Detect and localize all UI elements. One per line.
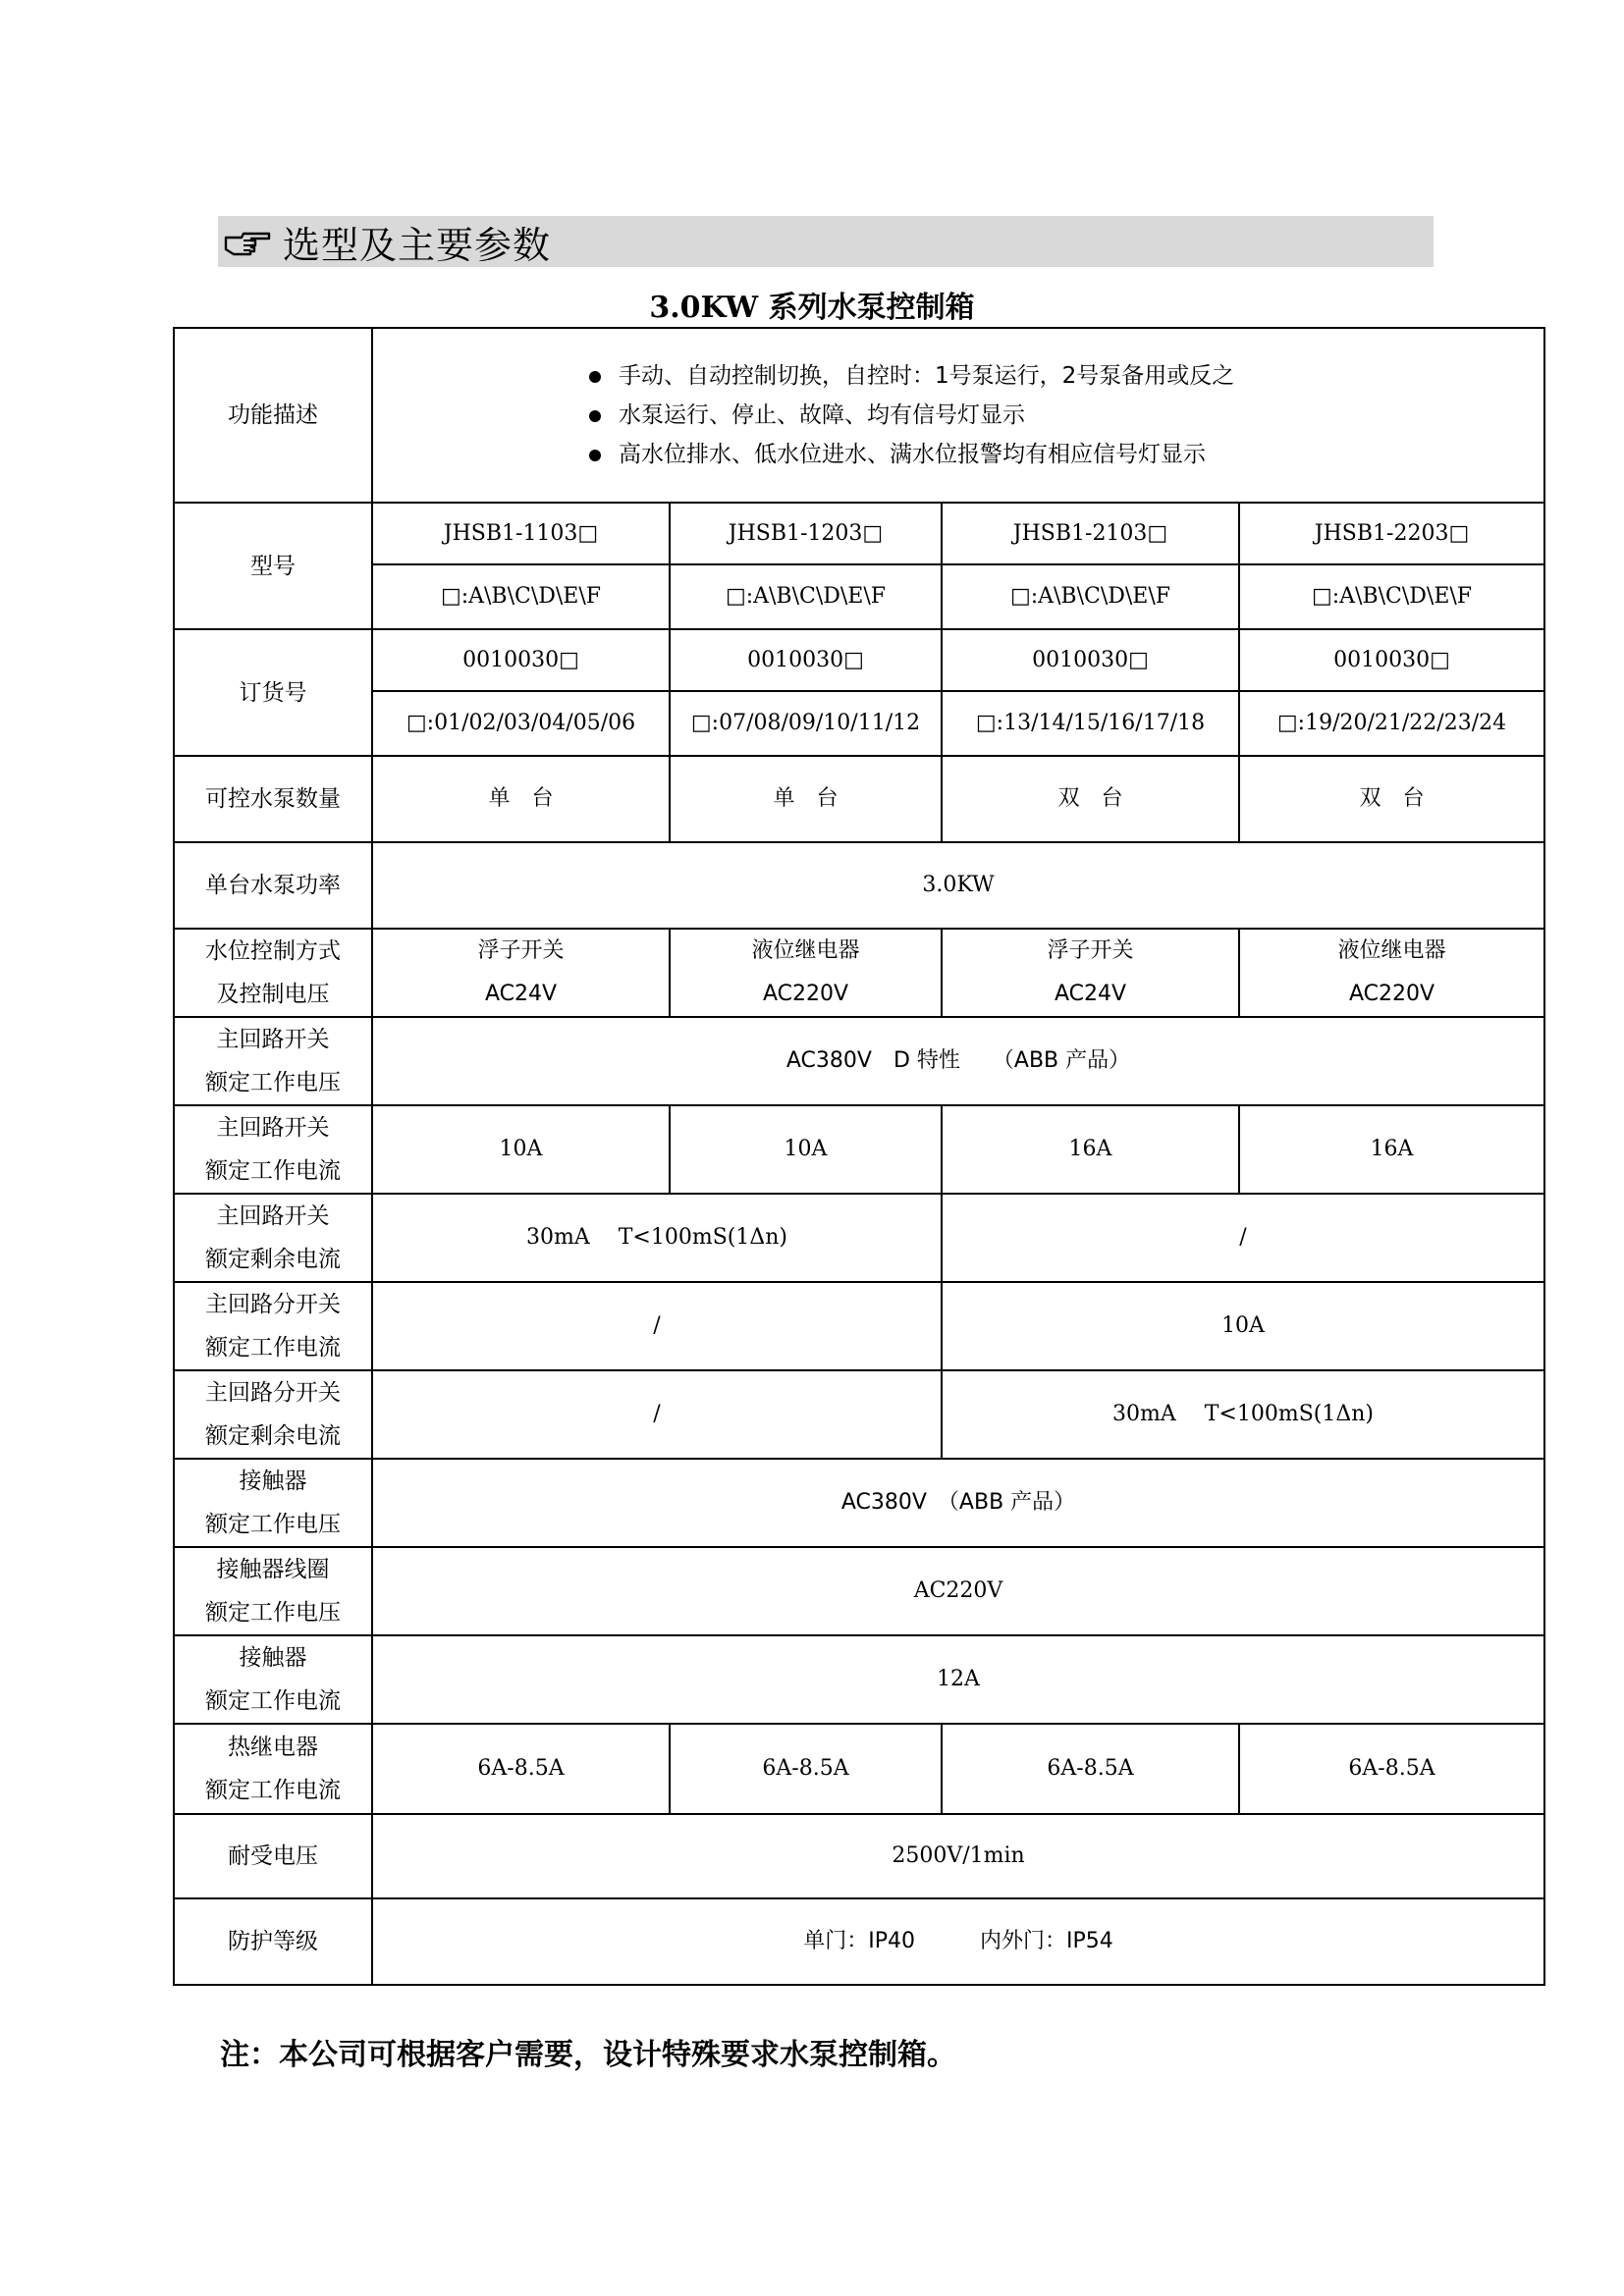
list-item: 手动、自动控制切换，自控时：1号泵运行，2号泵备用或反之	[589, 356, 1540, 396]
spec-table	[173, 327, 1545, 1986]
function-list	[372, 328, 1544, 503]
table-cell: 液位继电器 AC220V	[670, 929, 942, 1017]
model-option: □:A\B\C\D\E\F	[942, 564, 1239, 629]
table-row	[174, 1194, 1544, 1282]
row-label: 单台水泵功率	[174, 842, 372, 929]
section-title: 选型及主要参数	[283, 223, 552, 267]
row-label: 主回路分开关 额定剩余电流	[174, 1370, 372, 1459]
model-name: JHSB1-2103□	[942, 503, 1239, 564]
model-option: □:A\B\C\D\E\F	[1239, 564, 1544, 629]
table-cell: 30mA T<100mS(1Δn)	[372, 1194, 942, 1282]
row-label: 接触器线圈 额定工作电压	[174, 1547, 372, 1635]
table-cell: 6A-8.5A	[670, 1724, 942, 1814]
list-item: 高水位排水、低水位进水、满水位报警均有相应信号灯显示	[589, 435, 1540, 474]
table-cell: 16A	[942, 1105, 1239, 1194]
row-label: 接触器 额定工作电压	[174, 1459, 372, 1547]
model-name: JHSB1-1203□	[670, 503, 942, 564]
table-cell: 16A	[1239, 1105, 1544, 1194]
order-option: □:07/08/09/10/11/12	[670, 691, 942, 756]
order-option: □:19/20/21/22/23/24	[1239, 691, 1544, 756]
table-cell: 液位继电器 AC220V	[1239, 929, 1544, 1017]
table-cell: 浮子开关 AC24V	[942, 929, 1239, 1017]
row-label: 热继电器 额定工作电流	[174, 1724, 372, 1814]
order-code: 0010030□	[1239, 629, 1544, 691]
bullet-icon	[589, 410, 601, 422]
table-cell: 6A-8.5A	[372, 1724, 670, 1814]
table-row	[174, 1105, 1544, 1194]
table-row	[174, 1282, 1544, 1370]
row-label: 接触器 额定工作电流	[174, 1635, 372, 1724]
table-row	[174, 691, 1544, 756]
table-cell: 2500V/1min	[372, 1814, 1544, 1898]
table-cell: AC380V （ABB 产品）	[372, 1459, 1544, 1547]
row-label: 防护等级	[174, 1898, 372, 1985]
order-code: 0010030□	[670, 629, 942, 691]
row-label: 水位控制方式 及控制电压	[174, 929, 372, 1017]
model-option: □:A\B\C\D\E\F	[670, 564, 942, 629]
order-option: □:01/02/03/04/05/06	[372, 691, 670, 756]
table-cell: AC380V D 特性 （ABB 产品）	[372, 1017, 1544, 1105]
table-row	[174, 503, 1544, 564]
bullet-icon	[589, 450, 601, 461]
row-label: 主回路开关 额定工作电流	[174, 1105, 372, 1194]
order-option: □:13/14/15/16/17/18	[942, 691, 1239, 756]
order-code: 0010030□	[372, 629, 670, 691]
section-header	[218, 216, 1434, 267]
table-row	[174, 1635, 1544, 1724]
table-cell: 10A	[372, 1105, 670, 1194]
table-row	[174, 1898, 1544, 1985]
row-label: 主回路分开关 额定工作电流	[174, 1282, 372, 1370]
table-cell: 双 台	[1239, 756, 1544, 842]
table-cell: 10A	[942, 1282, 1544, 1370]
table-cell: 单门：IP40 内外门：IP54	[372, 1898, 1544, 1985]
model-name: JHSB1-1103□	[372, 503, 670, 564]
table-cell: /	[942, 1194, 1544, 1282]
table-row	[174, 756, 1544, 842]
table-cell: 单 台	[372, 756, 670, 842]
row-label: 订货号	[174, 629, 372, 756]
table-cell: 30mA T<100mS(1Δn)	[942, 1370, 1544, 1459]
order-code: 0010030□	[942, 629, 1239, 691]
table-cell: 12A	[372, 1635, 1544, 1724]
row-label: 型号	[174, 503, 372, 629]
table-cell: 浮子开关 AC24V	[372, 929, 670, 1017]
table-cell: 10A	[670, 1105, 942, 1194]
table-cell: 6A-8.5A	[1239, 1724, 1544, 1814]
table-row	[174, 929, 1544, 1017]
table-row	[174, 842, 1544, 929]
table-row	[174, 564, 1544, 629]
table-row	[174, 1459, 1544, 1547]
table-cell: 6A-8.5A	[942, 1724, 1239, 1814]
model-option: □:A\B\C\D\E\F	[372, 564, 670, 629]
table-cell: 双 台	[942, 756, 1239, 842]
row-label: 可控水泵数量	[174, 756, 372, 842]
table-row	[174, 1547, 1544, 1635]
table-cell: 3.0KW	[372, 842, 1544, 929]
table-row	[174, 1017, 1544, 1105]
row-label: 功能描述	[174, 328, 372, 503]
pointing-hand-icon	[222, 222, 273, 261]
bullet-icon	[589, 371, 601, 383]
table-row	[174, 629, 1544, 691]
row-label: 主回路开关 额定工作电压	[174, 1017, 372, 1105]
table-cell: /	[372, 1370, 942, 1459]
table-cell: AC220V	[372, 1547, 1544, 1635]
list-item: 水泵运行、停止、故障、均有信号灯显示	[589, 396, 1540, 435]
table-row	[174, 328, 1544, 503]
table-row	[174, 1370, 1544, 1459]
table-cell: /	[372, 1282, 942, 1370]
table-row	[174, 1814, 1544, 1898]
row-label: 主回路开关 额定剩余电流	[174, 1194, 372, 1282]
table-row	[174, 1724, 1544, 1814]
table-cell: 单 台	[670, 756, 942, 842]
row-label: 耐受电压	[174, 1814, 372, 1898]
model-name: JHSB1-2203□	[1239, 503, 1544, 564]
table-title: 3.0KW 系列水泵控制箱	[649, 291, 975, 325]
footnote: 注：本公司可根据客户需要，设计特殊要求水泵控制箱。	[220, 2038, 956, 2072]
